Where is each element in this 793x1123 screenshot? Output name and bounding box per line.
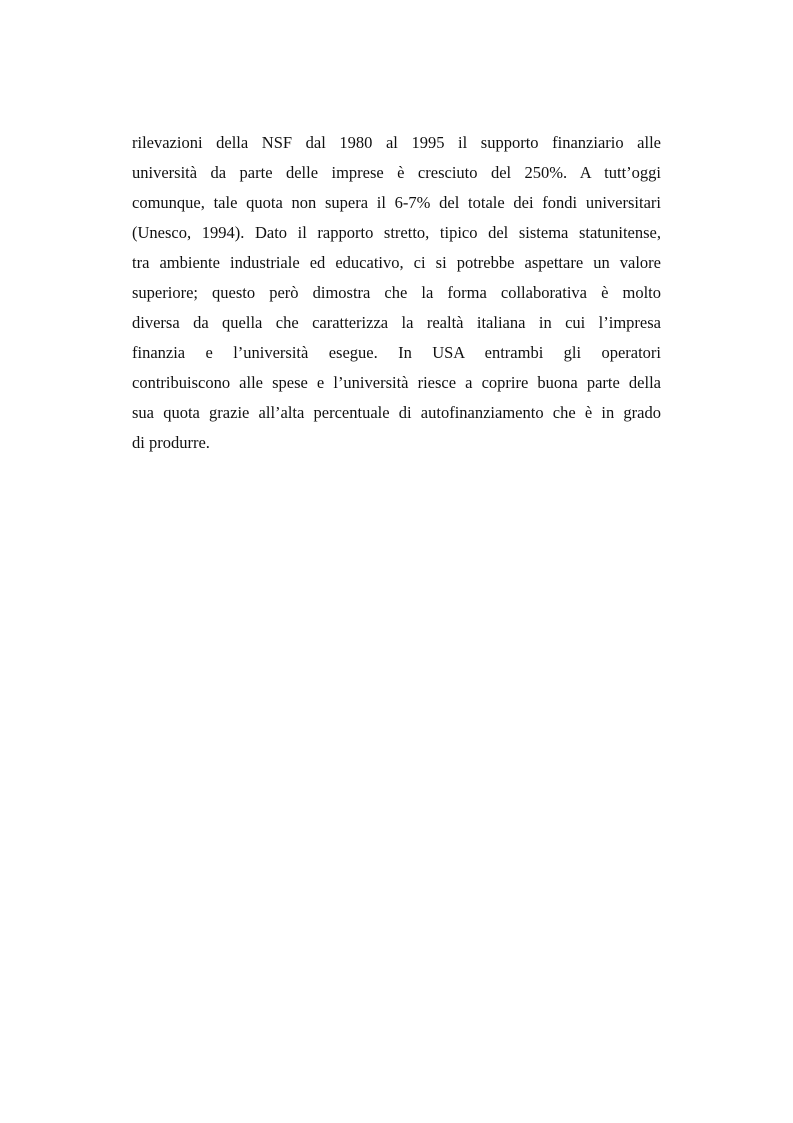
paragraph-line: rilevazioni della NSF dal 1980 al 1995 il supporto finanziario alle [132,133,661,152]
paragraph-line: tra ambiente industriale ed educativo, ci si potrebbe aspettare un valore [132,253,661,272]
paragraph-line: (Unesco, 1994). Dato il rapporto stretto, tipico del sistema statunitense, [132,223,661,242]
paragraph-line: università da parte delle imprese è cresciuto del 250%. A tutt’oggi [132,163,661,182]
paragraph-line: finanzia e l’università esegue. In USA entrambi gli operatori [132,343,661,362]
paragraph-line: sua quota grazie all’alta percentuale di autofinanziamento che è in grado [132,403,661,422]
paragraph-line: di produrre. [132,433,210,452]
paragraph-line: contribuiscono alle spese e l’università riesce a coprire buona parte della [132,373,661,392]
paragraph-line: diversa da quella che caratterizza la realtà italiana in cui l’impresa [132,313,661,332]
body-paragraph [132,128,661,458]
paragraph-line: comunque, tale quota non supera il 6-7% del totale dei fondi universitari [132,193,661,212]
paragraph-line: superiore; questo però dimostra che la forma collaborativa è molto [132,283,661,302]
